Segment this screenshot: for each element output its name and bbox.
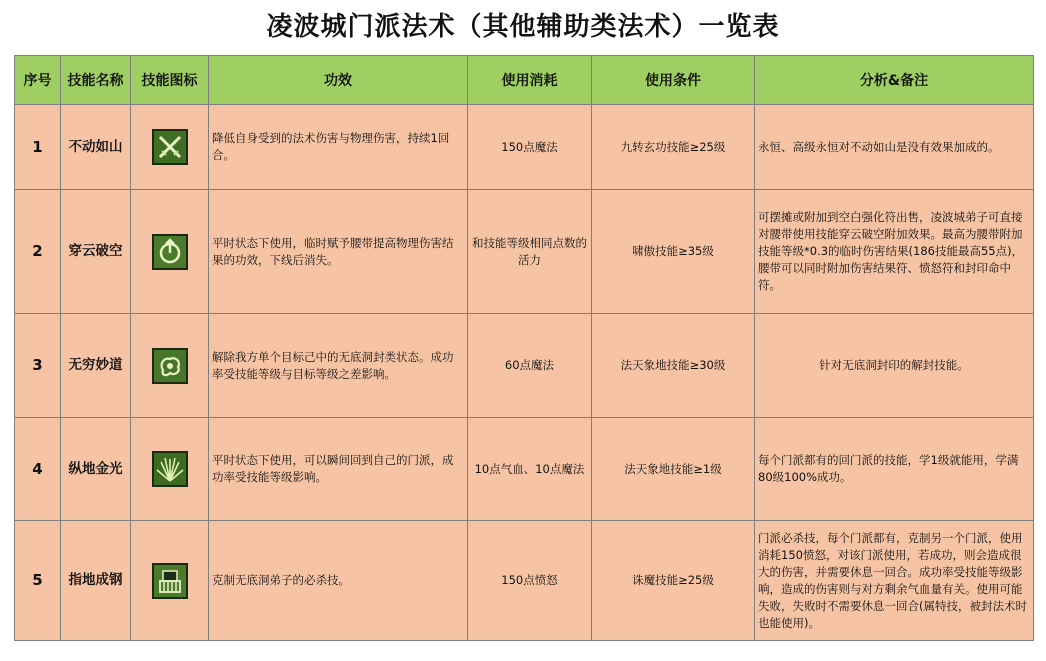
skill-cost: 10点气血、10点魔法 <box>468 418 592 521</box>
skill-effect: 平时状态下使用，可以瞬间回到自己的门派，成功率受技能等级影响。 <box>209 418 468 521</box>
skill-name: 穿云破空 <box>61 190 131 314</box>
skill-cost: 150点魔法 <box>468 105 592 190</box>
grass-burst-icon <box>152 451 188 487</box>
header-effect: 功效 <box>209 56 468 105</box>
swirl-cloud-icon <box>152 348 188 384</box>
skill-effect: 克制无底洞弟子的必杀技。 <box>209 521 468 641</box>
skill-effect: 降低自身受到的法术伤害与物理伤害，持续1回合。 <box>209 105 468 190</box>
skill-note: 门派必杀技，每个门派都有，克制另一个门派，使用消耗150愤怒，对该门派使用，若成功，则会造成很大的伤害，并需要休息一回合。成功率受技能等级影响，造成的伤害则与对方剩余气血量有关。使用可能失败，失败时不需要休息一回合(属特技，被封法术时也能使用)。 <box>755 521 1034 641</box>
skill-note: 永恒、高级永恒对不动如山是没有效果加成的。 <box>755 105 1034 190</box>
header-index: 序号 <box>15 56 61 105</box>
skill-name: 不动如山 <box>61 105 131 190</box>
table-row <box>15 521 1034 641</box>
skill-note: 可摆摊或附加到空白强化符出售，凌波城弟子可直接对腰带使用技能穿云破空附加效果。最高为腰带附加技能等级*0.3的临时伤害结果(186技能最高55点)，腰带可以同时附加伤害结果符、愤怒符和封印命中符。 <box>755 190 1034 314</box>
skill-cost: 60点魔法 <box>468 314 592 418</box>
skill-condition: 法天象地技能≥1级 <box>592 418 755 521</box>
skill-condition: 九转玄功技能≥25级 <box>592 105 755 190</box>
skill-cost: 150点愤怒 <box>468 521 592 641</box>
row-index: 3 <box>15 314 61 418</box>
header-cost: 使用消耗 <box>468 56 592 105</box>
iron-gate-icon <box>152 563 188 599</box>
table-row <box>15 190 1034 314</box>
skill-condition: 诛魔技能≥25级 <box>592 521 755 641</box>
skill-cost: 和技能等级相同点数的活力 <box>468 190 592 314</box>
table-row <box>15 314 1034 418</box>
header-skill-name: 技能名称 <box>61 56 131 105</box>
skill-note: 每个门派都有的回门派的技能，学1级就能用，学满80级100%成功。 <box>755 418 1034 521</box>
header-note: 分析&备注 <box>755 56 1034 105</box>
skill-name: 指地成钢 <box>61 521 131 641</box>
skill-name: 无穷妙道 <box>61 314 131 418</box>
header-condition: 使用条件 <box>592 56 755 105</box>
row-index: 2 <box>15 190 61 314</box>
skills-table <box>14 55 1034 641</box>
skill-note: 针对无底洞封印的解封技能。 <box>755 314 1034 418</box>
row-index: 4 <box>15 418 61 521</box>
table-row <box>15 418 1034 521</box>
header-row <box>15 56 1034 105</box>
skill-condition: 法天象地技能≥30级 <box>592 314 755 418</box>
skill-name: 纵地金光 <box>61 418 131 521</box>
page-title: 凌波城门派法术（其他辅助类法术）一览表 <box>266 12 780 42</box>
header-skill-icon: 技能图标 <box>131 56 209 105</box>
crossed-swords-icon <box>152 129 188 165</box>
row-index: 1 <box>15 105 61 190</box>
skill-effect: 平时状态下使用，临时赋予腰带提高物理伤害结果的功效，下线后消失。 <box>209 190 468 314</box>
spiral-arrow-icon <box>152 234 188 270</box>
skill-effect: 解除我方单个目标己中的无底洞封类状态。成功率受技能等级与目标等级之差影响。 <box>209 314 468 418</box>
row-index: 5 <box>15 521 61 641</box>
table-row <box>15 105 1034 190</box>
skill-condition: 啸傲技能≥35级 <box>592 190 755 314</box>
